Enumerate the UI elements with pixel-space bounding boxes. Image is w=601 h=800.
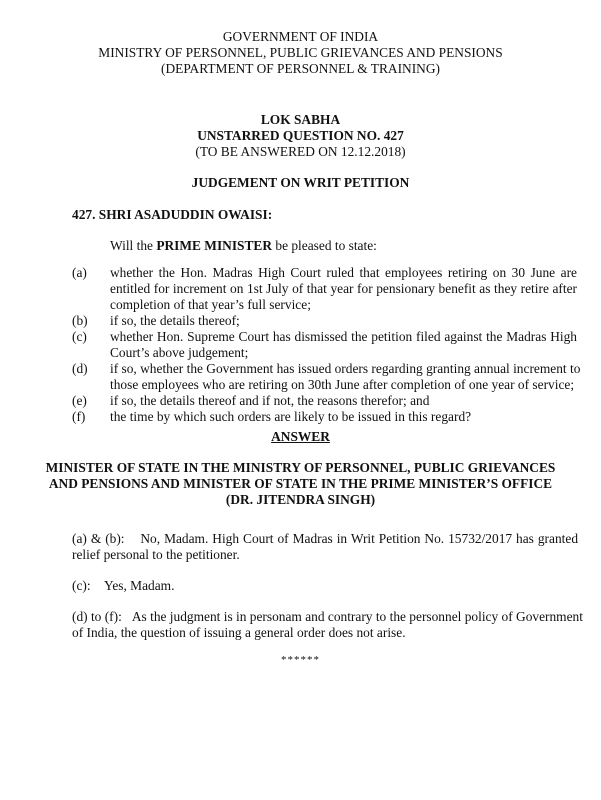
question-label: (b) bbox=[72, 313, 88, 328]
question-text: completion of that year’s full service; bbox=[110, 297, 311, 312]
question-text: Court’s above judgement; bbox=[110, 345, 249, 360]
prompt-pre: Will the bbox=[110, 238, 157, 253]
end-marker: ****** bbox=[281, 654, 320, 666]
question-text: those employees who are retiring on 30th June after completion of one year of service; bbox=[110, 377, 575, 392]
question-label: (a) bbox=[72, 265, 87, 280]
answer-text bbox=[72, 578, 174, 594]
question-label: (f) bbox=[72, 409, 86, 424]
answer-line: No, Madam. High Court of Madras in Writ Petition No. 15732/2017 has granted bbox=[140, 531, 579, 546]
header-govt: GOVERNMENT OF INDIA bbox=[222, 29, 379, 44]
question-prompt bbox=[110, 238, 377, 254]
question-text: if so, the details thereof; bbox=[110, 313, 240, 328]
answer-date: (TO BE ANSWERED ON 12.12.2018) bbox=[195, 144, 406, 159]
question-text: whether Hon. Supreme Court has dismissed the petition filed against the Madras High bbox=[110, 329, 577, 344]
header-department: (DEPARTMENT OF PERSONNEL & TRAINING) bbox=[161, 61, 440, 76]
minister-name: (DR. JITENDRA SINGH) bbox=[225, 492, 376, 507]
answer-label: (c): bbox=[72, 578, 91, 593]
minister-line-2: AND PENSIONS AND MINISTER OF STATE IN THE PRIME MINISTER’S OFFICE bbox=[48, 476, 553, 491]
answer-label: (a) & (b): bbox=[72, 531, 125, 546]
question-text: whether the Hon. Madras High Court ruled that employees retiring on 30 June are bbox=[110, 265, 577, 280]
question-label: (e) bbox=[72, 393, 87, 408]
answer-text bbox=[72, 609, 583, 625]
question-text: if so, whether the Government has issued orders regarding granting annual increment to bbox=[110, 361, 581, 376]
minister-line-1: MINISTER OF STATE IN THE MINISTRY OF PERSONNEL, PUBLIC GRIEVANCES bbox=[45, 460, 556, 475]
answer-heading: ANSWER bbox=[271, 429, 330, 444]
house-name: LOK SABHA bbox=[260, 112, 341, 127]
question-label: (d) bbox=[72, 361, 88, 376]
questioner: 427. SHRI ASADUDDIN OWAISI: bbox=[72, 207, 273, 222]
question-text: if so, the details thereof and if not, the reasons therefor; and bbox=[110, 393, 430, 408]
answer-line: As the judgment is in personam and contrary to the personnel policy of Government bbox=[131, 609, 583, 624]
header-ministry: MINISTRY OF PERSONNEL, PUBLIC GRIEVANCES AND PENSIONS bbox=[98, 45, 503, 60]
question-number: UNSTARRED QUESTION NO. 427 bbox=[197, 128, 404, 143]
answer-line: of India, the question of issuing a general order does not arise. bbox=[72, 625, 406, 640]
prompt-addressee: PRIME MINISTER bbox=[156, 238, 273, 253]
question-text: entitled for increment on 1st July of that year for pensionary benefit as they retire after bbox=[110, 281, 577, 296]
question-label: (c) bbox=[72, 329, 87, 344]
question-text: the time by which such orders are likely to be issued in this regard? bbox=[110, 409, 472, 424]
answer-line: Yes, Madam. bbox=[103, 578, 175, 593]
answer-label: (d) to (f): bbox=[72, 609, 122, 624]
prompt-post: be pleased to state: bbox=[272, 238, 377, 253]
answer-text bbox=[72, 531, 578, 547]
subject-title: JUDGEMENT ON WRIT PETITION bbox=[191, 175, 410, 190]
answer-line: relief personal to the petitioner. bbox=[72, 547, 240, 562]
